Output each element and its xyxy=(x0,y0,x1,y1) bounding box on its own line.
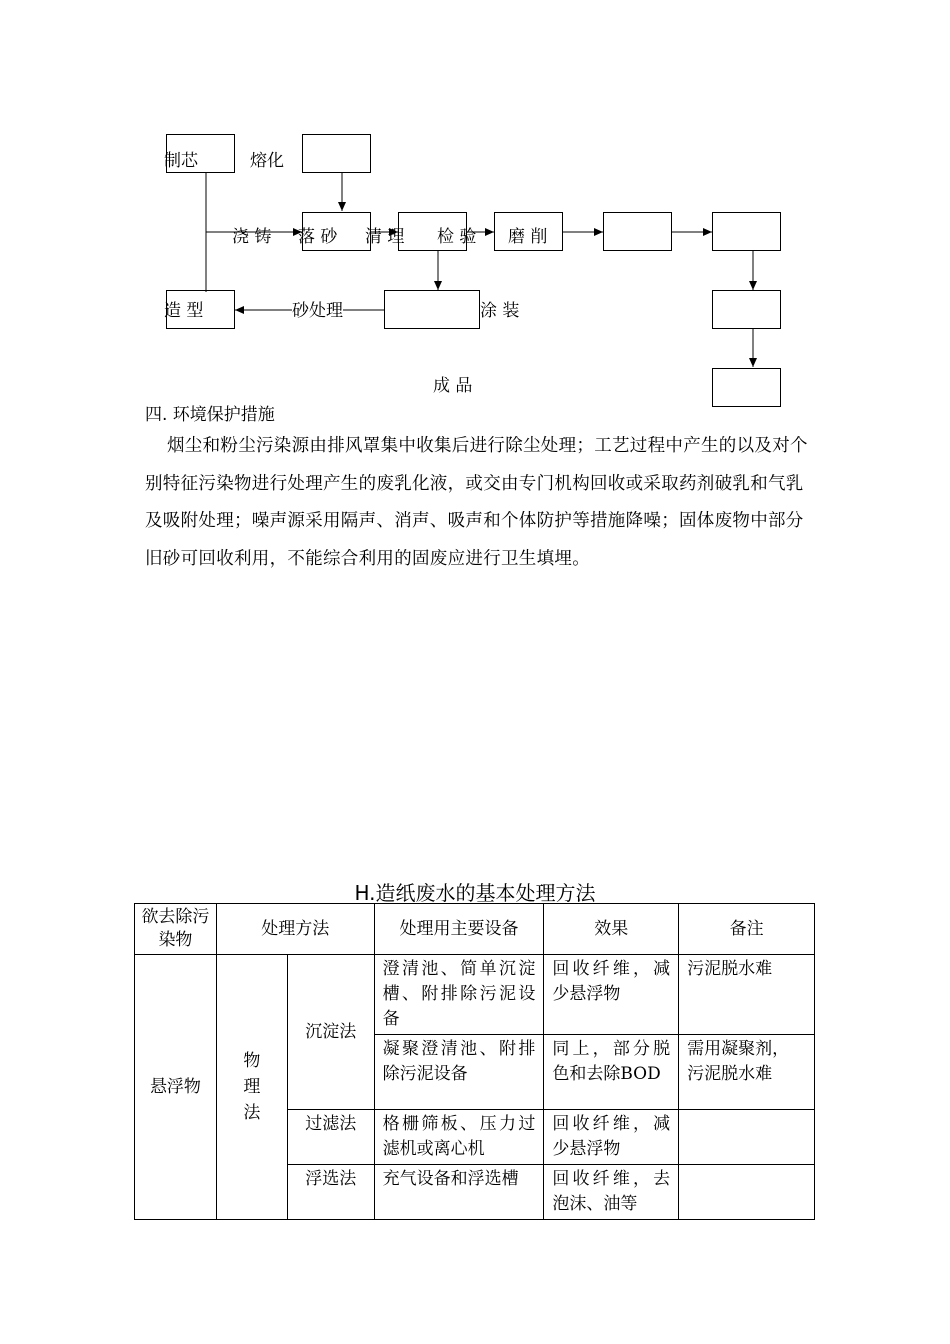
cell-pollutant: 悬浮物 xyxy=(135,955,217,1220)
cell-effect: 同上，部分脱色和去除BOD xyxy=(544,1035,679,1110)
section-heading: 四. 环境保护措施 xyxy=(145,405,275,425)
cell-effect: 回收纤维，减少悬浮物 xyxy=(544,955,679,1035)
label-molding: 造 型 xyxy=(164,301,204,321)
cell-remark: 污泥脱水难 xyxy=(679,955,815,1035)
label-grinding: 磨 削 xyxy=(508,227,548,247)
header-effect: 效果 xyxy=(544,904,679,955)
table-title: H.造纸废水的基本处理方法 xyxy=(354,881,596,905)
flow-connectors xyxy=(0,0,950,420)
cell-category: 物理法 xyxy=(216,955,287,1220)
cell-method: 浮选法 xyxy=(287,1165,374,1220)
cell-equipment: 充气设备和浮选槽 xyxy=(374,1165,544,1220)
header-method: 处理方法 xyxy=(216,904,374,955)
label-inspection: 检 验 xyxy=(437,227,477,247)
process-box-7 xyxy=(712,212,781,251)
wastewater-treatment-table xyxy=(134,903,815,1220)
process-box-6 xyxy=(603,212,672,251)
process-box-9 xyxy=(712,368,781,407)
sand-treatment-box xyxy=(384,290,480,329)
label-cleaning: 清 理 xyxy=(365,227,405,247)
label-coating: 涂 装 xyxy=(480,301,520,321)
label-finished-product: 成 品 xyxy=(433,376,473,396)
cell-effect: 回收纤维，减少悬浮物 xyxy=(544,1110,679,1165)
header-pollutant: 欲去除污染物 xyxy=(135,904,217,955)
label-core-making: 制芯 xyxy=(164,151,198,171)
label-sand-treatment: 砂处理 xyxy=(292,301,343,321)
process-box-8 xyxy=(712,290,781,329)
melting-box xyxy=(302,134,371,173)
label-pouring: 浇 铸 xyxy=(232,227,272,247)
label-shakeout: 落 砂 xyxy=(298,227,338,247)
table-row xyxy=(135,955,815,1035)
cell-equipment: 格栅筛板、压力过滤机或离心机 xyxy=(374,1110,544,1165)
label-melting: 熔化 xyxy=(250,151,284,171)
cell-equipment: 凝聚澄清池、附排除污泥设备 xyxy=(374,1035,544,1110)
cell-method: 过滤法 xyxy=(287,1110,374,1165)
section-paragraph: 烟尘和粉尘污染源由排风罩集中收集后进行除尘处理；工艺过程中产生的以及对个别特征污染物进行处理产生的废乳化液，或交由专门机构回收或采取药剂破乳和气乳及吸附处理；噪声源采用隔声、消声、吸声和个体防护等措施降噪；固体废物中部分旧砂可回收利用，不能综合利用的固废应进行卫生填埋。 xyxy=(145,436,808,569)
cell-method: 沉淀法 xyxy=(287,955,374,1110)
cell-remark: 需用凝聚剂，污泥脱水难 xyxy=(679,1035,815,1110)
header-equipment: 处理用主要设备 xyxy=(374,904,544,955)
cell-effect: 回收纤维，去泡沫、油等 xyxy=(544,1165,679,1220)
cell-remark xyxy=(679,1165,815,1220)
header-remark: 备注 xyxy=(679,904,815,955)
cell-equipment: 澄清池、简单沉淀槽、附排除污泥设备 xyxy=(374,955,544,1035)
table-header-row xyxy=(135,904,815,955)
cell-remark xyxy=(679,1110,815,1165)
